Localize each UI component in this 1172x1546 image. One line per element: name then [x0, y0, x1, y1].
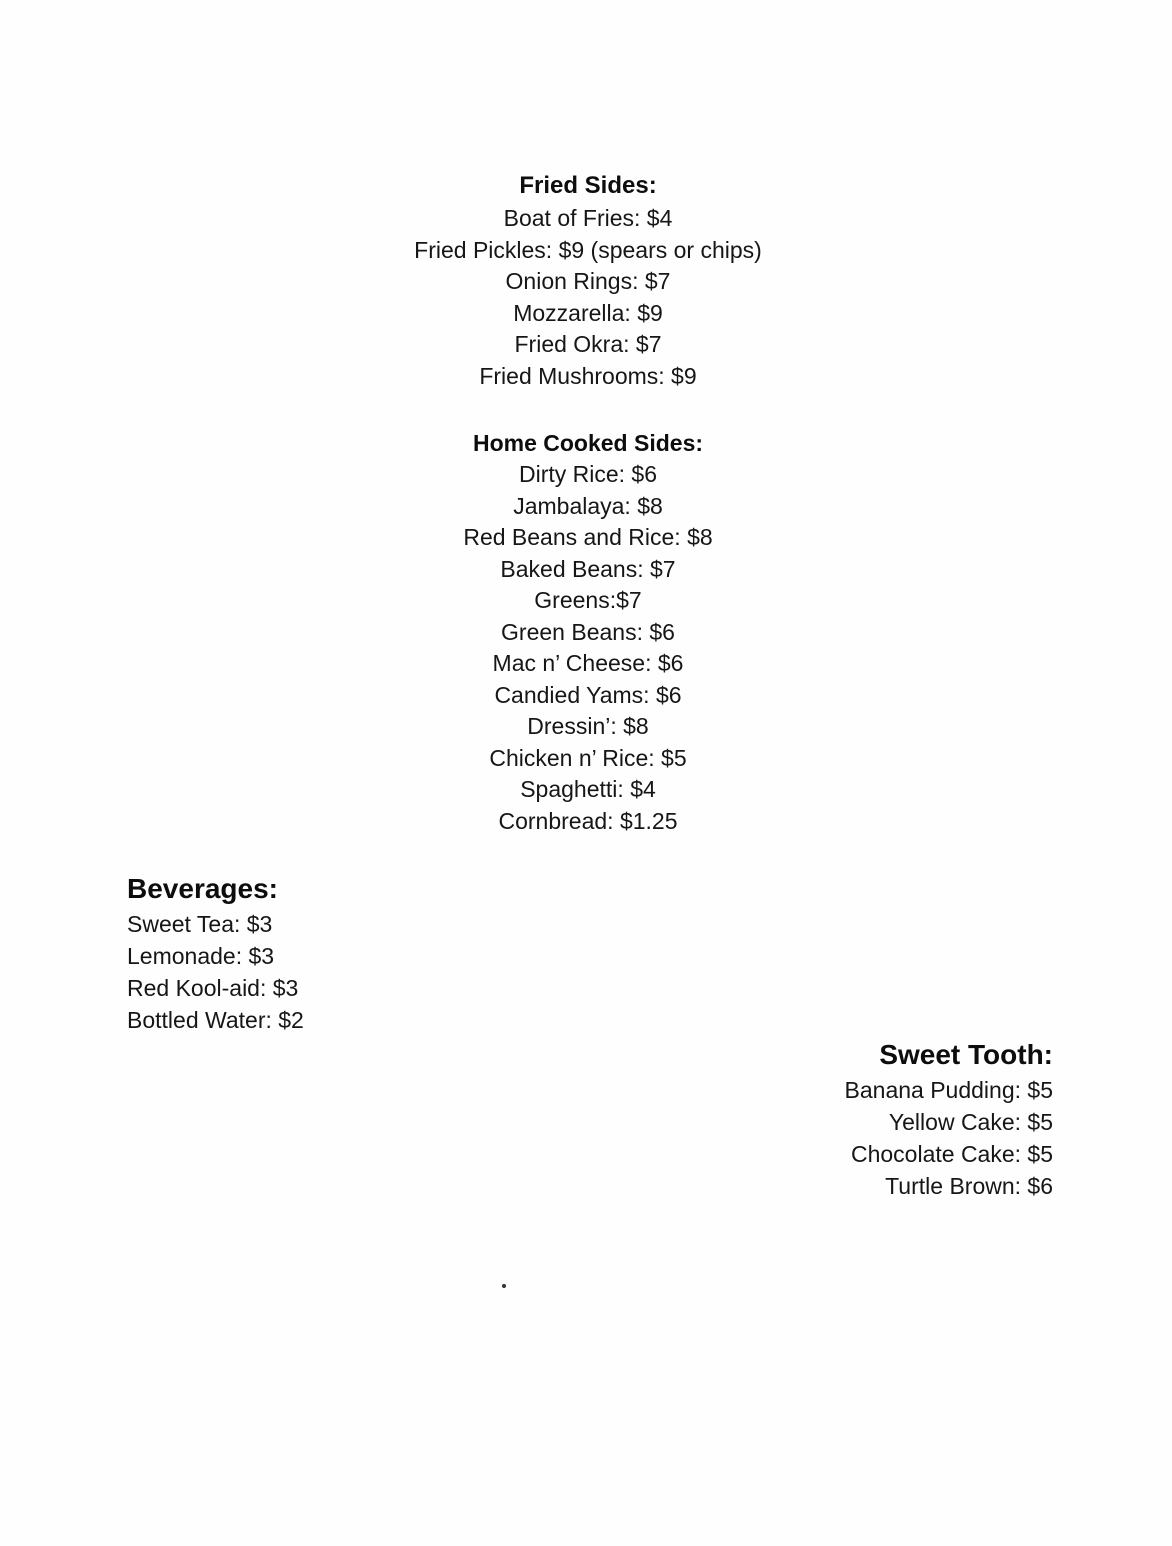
- menu-item: Mac n’ Cheese: $6: [492, 650, 684, 676]
- home-cooked-sides-section: [386, 427, 790, 837]
- menu-item: Green Beans: $6: [501, 618, 675, 645]
- menu-item: Fried Pickles: $9 (spears or chips): [414, 236, 762, 263]
- menu-item: Cornbread: $1.25: [498, 807, 678, 834]
- menu-item: Chocolate Cake: $5: [850, 1141, 1053, 1167]
- sweet-tooth-section: [800, 1036, 1053, 1202]
- menu-item: Baked Beans: $7: [500, 555, 676, 582]
- menu-item: Onion Rings: $7: [505, 268, 671, 294]
- beverages-section: [127, 870, 367, 1036]
- menu-item: Chicken n’ Rice: $5: [489, 744, 687, 771]
- menu-item: Red Beans and Rice: $8: [463, 524, 713, 550]
- menu-item: Dirty Rice: $6: [518, 461, 658, 487]
- menu-item: Lemonade: $3: [127, 943, 275, 969]
- home-cooked-sides-heading: Home Cooked Sides:: [472, 430, 704, 456]
- menu-item: Bottled Water: $2: [127, 1007, 304, 1033]
- ink-speck: [502, 1284, 506, 1288]
- menu-item: Sweet Tea: $3: [127, 911, 273, 937]
- menu-item: Yellow Cake: $5: [888, 1109, 1053, 1135]
- menu-item: Banana Pudding: $5: [844, 1077, 1053, 1103]
- sweet-tooth-heading: Sweet Tooth:: [879, 1039, 1053, 1070]
- menu-item: Fried Okra: $7: [514, 331, 662, 357]
- beverages-heading: Beverages:: [127, 873, 278, 904]
- menu-item: Candied Yams: $6: [494, 681, 682, 708]
- fried-sides-section: [386, 169, 790, 392]
- menu-item: Greens:$7: [534, 587, 642, 613]
- menu-item: Jambalaya: $8: [513, 492, 663, 519]
- menu-item: Spaghetti: $4: [520, 776, 656, 802]
- menu-item: Dressin’: $8: [527, 713, 649, 739]
- menu-item: Fried Mushrooms: $9: [479, 362, 697, 389]
- fried-sides-heading: Fried Sides:: [519, 172, 657, 199]
- menu-item: Boat of Fries: $4: [503, 205, 673, 231]
- menu-item: Red Kool-aid: $3: [127, 975, 299, 1001]
- menu-item: Mozzarella: $9: [513, 299, 663, 326]
- menu-item: Turtle Brown: $6: [885, 1173, 1053, 1199]
